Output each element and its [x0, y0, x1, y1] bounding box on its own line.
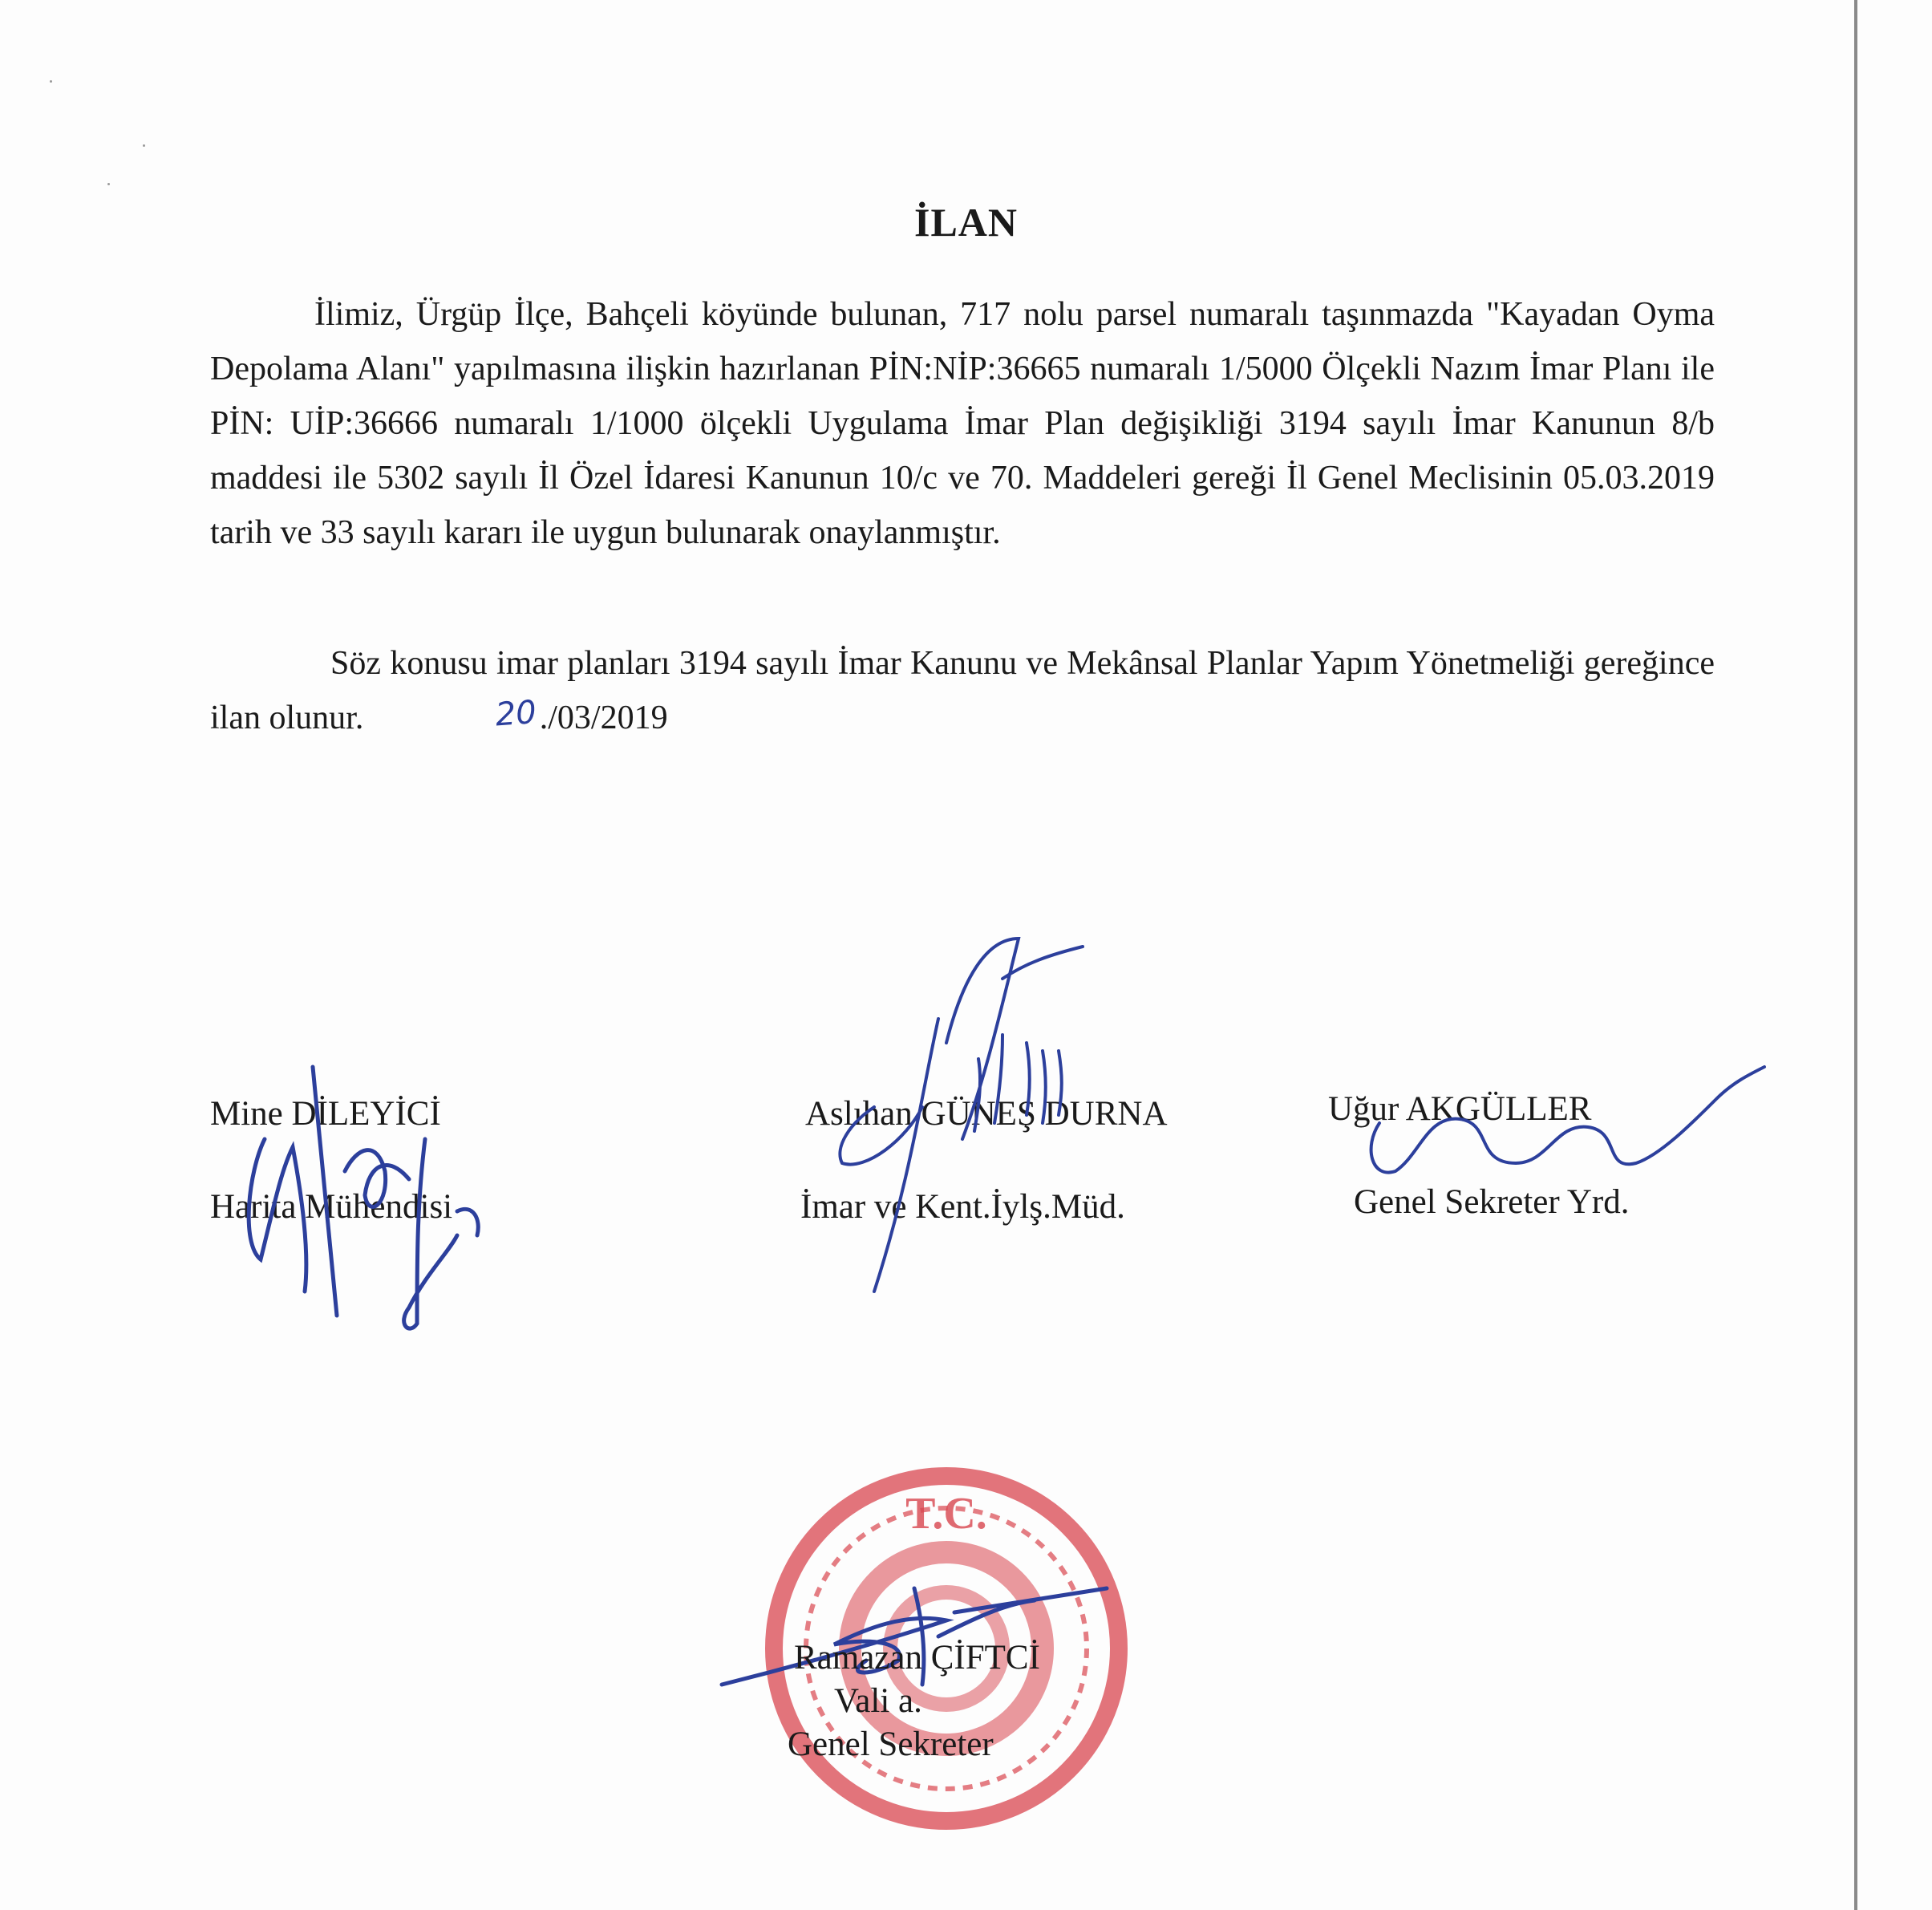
signature-3-handwritten [1355, 1043, 1772, 1219]
seal-text: T.C. [905, 1489, 987, 1539]
notice-paragraph-1: İlimiz, Ürgüp İlçe, Bahçeli köyünde bulunan, 717 nolu parsel numaralı taşınmazda "Kayadan Oyma Depolama Alanı" yapılmasına ilişkin hazırlanan PİN:NİP:36665 numaralı 1/5000 Ölçekli Nazım İmar Planı ile PİN: UİP:36666 numaralı 1/1000 ölçekli Uygulama İmar Plan değişikliği 3194 sayılı İmar Kanunun 8/b maddesi ile 5302 sayılı İl Özel İdaresi Kanunun 10/c ve 70. Maddeleri gereği İl Genel Meclisinin 05.03.2019 tarih ve 33 sayılı kararı ile uygun bulunarak onaylanmıştır. [210, 296, 1715, 551]
signatory-1-role: Harita Mühendisi [210, 1188, 453, 1226]
printed-date: ./03/2019 [539, 700, 668, 736]
approver-line2: Vali a. [834, 1682, 922, 1720]
scan-speck [107, 183, 110, 185]
signatory-2-name: Aslıhan GÜNEŞ DURNA [805, 1095, 1168, 1133]
signature-1-handwritten [217, 1051, 505, 1340]
notice-paragraph-2-text: Söz konusu imar planları 3194 sayılı İmar Kanunu ve Mekânsal Planlar Yapım Yönetmeliği gereğince ilan olunur. [210, 645, 1715, 736]
handwritten-date-day: 20 [494, 694, 538, 734]
signatory-1-name: Mine DİLEYİCİ [210, 1095, 441, 1133]
notice-title: İLAN [913, 200, 1019, 245]
signatory-2-role: İmar ve Kent.İylş.Müd. [800, 1188, 1125, 1226]
signatory-3-name: Uğur AKGÜLLER [1328, 1090, 1592, 1128]
approver-role: Genel Sekreter [788, 1725, 994, 1763]
approver-name: Ramazan ÇİFTCİ [794, 1639, 1040, 1677]
scan-speck [143, 144, 145, 147]
scan-speck [50, 80, 52, 83]
signature-2-handwritten [802, 931, 1107, 1300]
notice-paragraph-2 [210, 636, 1715, 745]
scan-edge-line [1854, 0, 1857, 1910]
signatory-3-role: Genel Sekreter Yrd. [1354, 1183, 1630, 1221]
